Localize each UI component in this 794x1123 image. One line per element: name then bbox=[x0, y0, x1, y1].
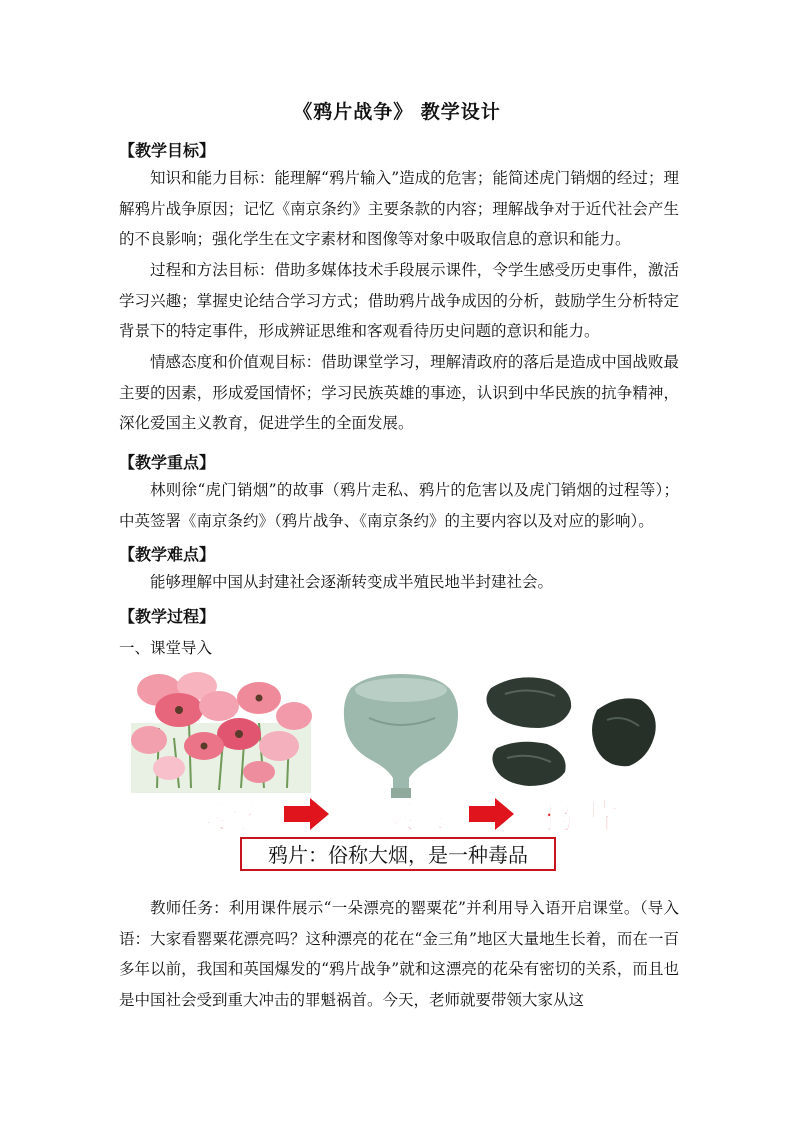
process-subheading-intro: 一、课堂导入 bbox=[119, 639, 213, 657]
poppy-fruit-image bbox=[344, 674, 458, 798]
opium-figure bbox=[119, 668, 673, 884]
process-intro-paragraph: 教师任务：利用课件展示“一朵漂亮的罂粟花”并利用导入语开启课堂。（导入语：大家看罂粟花漂亮吗？这种漂亮的花在“金三角”地区大量地生长着，而在一百多年以前，我国和英国爆发的“鸦片战争”就和这漂亮的花朵有密切的关系，而且也是中国社会受到重大冲击的罪魁祸首。今天，老师就要带领大家从这 bbox=[119, 899, 679, 1009]
goals-paragraph-emotion: 情感态度和价值观目标：借助课堂学习，理解清政府的落后是造成中国战败最主要的因素，形成爱国情怀；学习民族英雄的事迹，认识到中华民族的抗争精神，深化爱国主义教育，促进学生的全面发展。 bbox=[119, 353, 679, 432]
goals-paragraph-process: 过程和方法目标：借助多媒体技术手段展示课件，令学生感受历史事件，激活学习兴趣；掌握史论结合学习方式；借助鸦片战争成因的分析，鼓励学生分析特定背景下的特定事件，形成辨证思维和客观看待历史问题的意识和能力。 bbox=[119, 261, 679, 340]
process-heading: 【教学过程】 bbox=[119, 607, 216, 626]
key-heading: 【教学重点】 bbox=[119, 453, 216, 472]
opium-label: 鸦 片 bbox=[539, 797, 619, 837]
goals-paragraph-knowledge: 知识和能力目标：能理解“鸦片输入”造成的危害；能简述虎门销烟的经过；理解鸦片战争原因；记忆《南京条约》主要条款的内容；理解战争对于近代社会产生的不良影响；强化学生在文字素材和图像等对象中吸取信息的意识和能力。 bbox=[119, 169, 679, 248]
difficult-paragraph: 能够理解中国从封建社会逐渐转变成半殖民地半封建社会。 bbox=[150, 573, 554, 591]
document-title: 《鸦片战争》 教学设计 bbox=[293, 101, 501, 123]
difficult-heading: 【教学难点】 bbox=[119, 545, 216, 564]
goals-heading: 【教学目标】 bbox=[119, 141, 216, 160]
key-paragraph: 林则徐“虎门销烟”的故事（鸦片走私、鸦片的危害以及虎门销烟的过程等）；中英签署《南京条约》（鸦片战争、《南京条约》的主要内容以及对应的影响）。 bbox=[119, 481, 679, 530]
arrow-right-icon bbox=[469, 798, 514, 830]
poppy-flower-label: 罂粟花 bbox=[166, 801, 256, 836]
figure-caption: 鸦片：俗称大烟，是一种毒品 bbox=[268, 843, 528, 867]
poppy-fruit-label: 罂粟果 bbox=[354, 801, 444, 836]
opium-image bbox=[486, 677, 655, 786]
arrow-right-icon bbox=[284, 798, 329, 830]
poppy-flower-image bbox=[131, 672, 312, 793]
